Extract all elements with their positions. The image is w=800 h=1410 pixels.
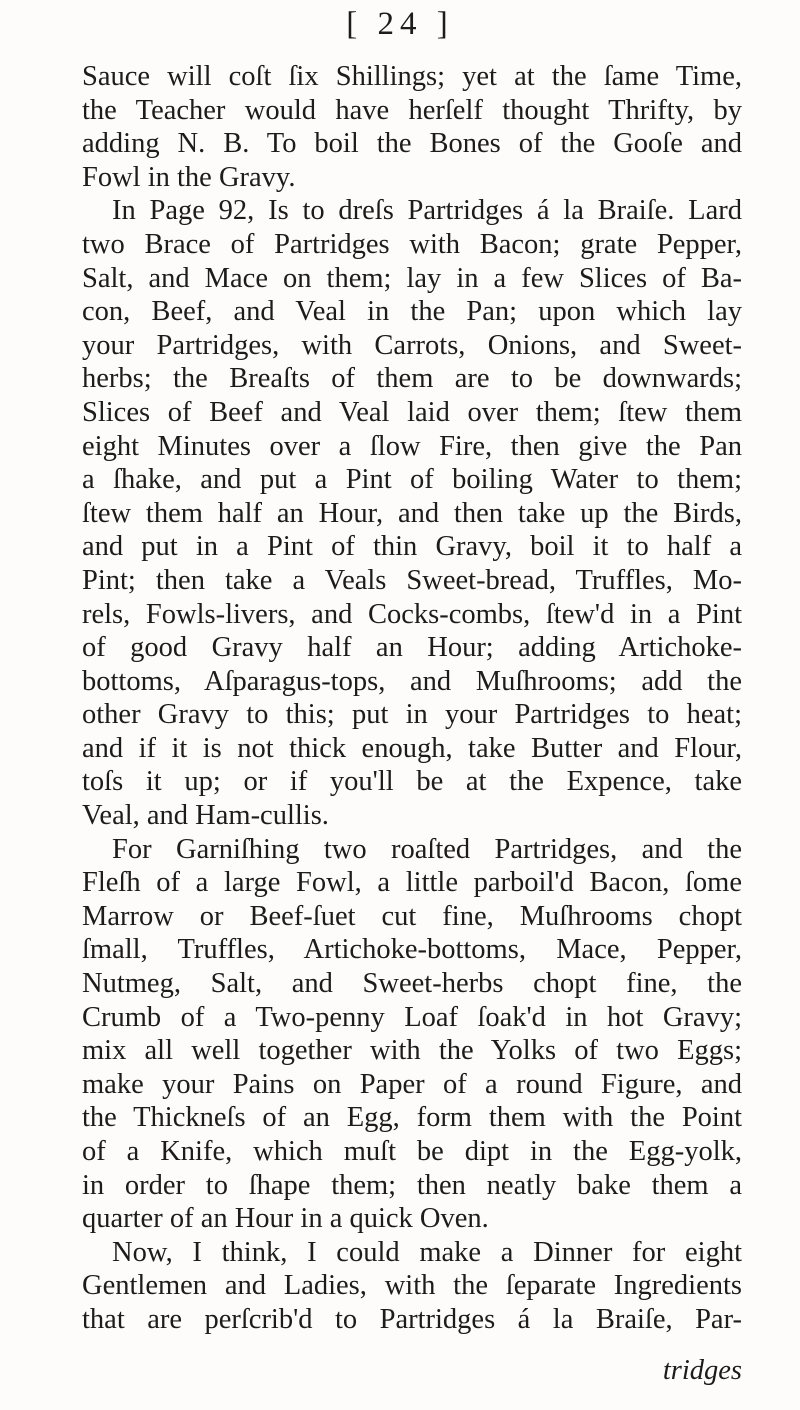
text-line: Crumb of a Two-penny Loaf ſoak'd in hot Gravy; xyxy=(82,1001,742,1033)
text-line: ſmall, Truffles, Artichoke-bottoms, Mace, Pepper, xyxy=(82,934,742,966)
text-line: Now, I think, I could make a Dinner for eight xyxy=(112,1236,742,1268)
text-line: eight Minutes over a ſlow Fire, then give the Pan xyxy=(82,430,742,462)
text-line: that are perſcrib'd to Partridges á la Braiſe, Par- xyxy=(82,1303,742,1335)
text-line: Marrow or Beef-ſuet cut fine, Muſhrooms chopt xyxy=(82,900,742,932)
text-line: Sauce will coſt ſix Shillings; yet at the ſame Time, xyxy=(82,61,742,92)
text-line: rels, Fowls-livers, and Cocks-combs, ſtew'd in a Pint xyxy=(82,598,742,630)
text-line: Gentlemen and Ladies, with the ſeparate Ingredients xyxy=(82,1270,742,1302)
text-line: Pint; then take a Veals Sweet-bread, Truffles, Mo- xyxy=(82,564,742,596)
text-line: Fowl in the Gravy. xyxy=(82,161,296,193)
catchword: tridges xyxy=(662,1355,742,1386)
text-line: the Teacher would have herſelf thought Thrifty, by xyxy=(82,94,742,126)
text-line: toſs it up; or if you'll be at the Expence, take xyxy=(82,766,742,798)
text-line: ſtew them half an Hour, and then take up the Birds, xyxy=(82,497,742,529)
text-line: two Brace of Partridges with Bacon; grate Pepper, xyxy=(82,228,742,260)
text-line: Nutmeg, Salt, and Sweet-herbs chopt fine, the xyxy=(82,968,742,1000)
text-line: the Thickneſs of an Egg, form them with the Point xyxy=(82,1102,742,1134)
text-line: mix all well together with the Yolks of two Eggs; xyxy=(82,1035,742,1067)
text-line: other Gravy to this; put in your Partridges to heat; xyxy=(82,699,742,731)
text-line: In Page 92, Is to dreſs Partridges á la Braiſe. Lard xyxy=(112,195,742,227)
text-line: Fleſh of a large Fowl, a little parboil'd Bacon, ſome xyxy=(82,867,742,899)
text-line: and put in a Pint of thin Gravy, boil it to half a xyxy=(82,531,742,563)
text-line: make your Pains on Paper of a round Figure, and xyxy=(82,1068,742,1100)
text-line: Salt, and Mace on them; lay in a few Slices of Ba- xyxy=(82,262,742,294)
text-line: in order to ſhape them; then neatly bake them a xyxy=(82,1169,742,1201)
text-line: Veal, and Ham-cullis. xyxy=(82,800,329,832)
text-line: For Garniſhing two roaſted Partridges, and the xyxy=(112,833,742,865)
text-line: con, Beef, and Veal in the Pan; upon which lay xyxy=(82,296,742,328)
text-line: a ſhake, and put a Pint of boiling Water to them; xyxy=(82,464,742,496)
text-line: bottoms, Aſparagus-tops, and Muſhrooms; add the xyxy=(82,665,742,697)
text-line: quarter of an Hour in a quick Oven. xyxy=(82,1203,489,1235)
text-line: your Partridges, with Carrots, Onions, and Sweet- xyxy=(82,329,742,361)
text-line: and if it is not thick enough, take Butter and Flour, xyxy=(82,732,742,764)
page-number-header: [ 24 ] xyxy=(346,6,454,42)
text-line: of good Gravy half an Hour; adding Artichoke- xyxy=(82,632,742,664)
text-line: Slices of Beef and Veal laid over them; ſtew them xyxy=(82,396,742,428)
body-text xyxy=(82,60,742,1337)
text-line: of a Knife, which muſt be dipt in the Egg-yolk, xyxy=(82,1136,742,1167)
text-line: adding N. B. To boil the Bones of the Gooſe and xyxy=(82,128,742,160)
text-line: herbs; the Breaſts of them are to be downwards; xyxy=(82,363,742,395)
